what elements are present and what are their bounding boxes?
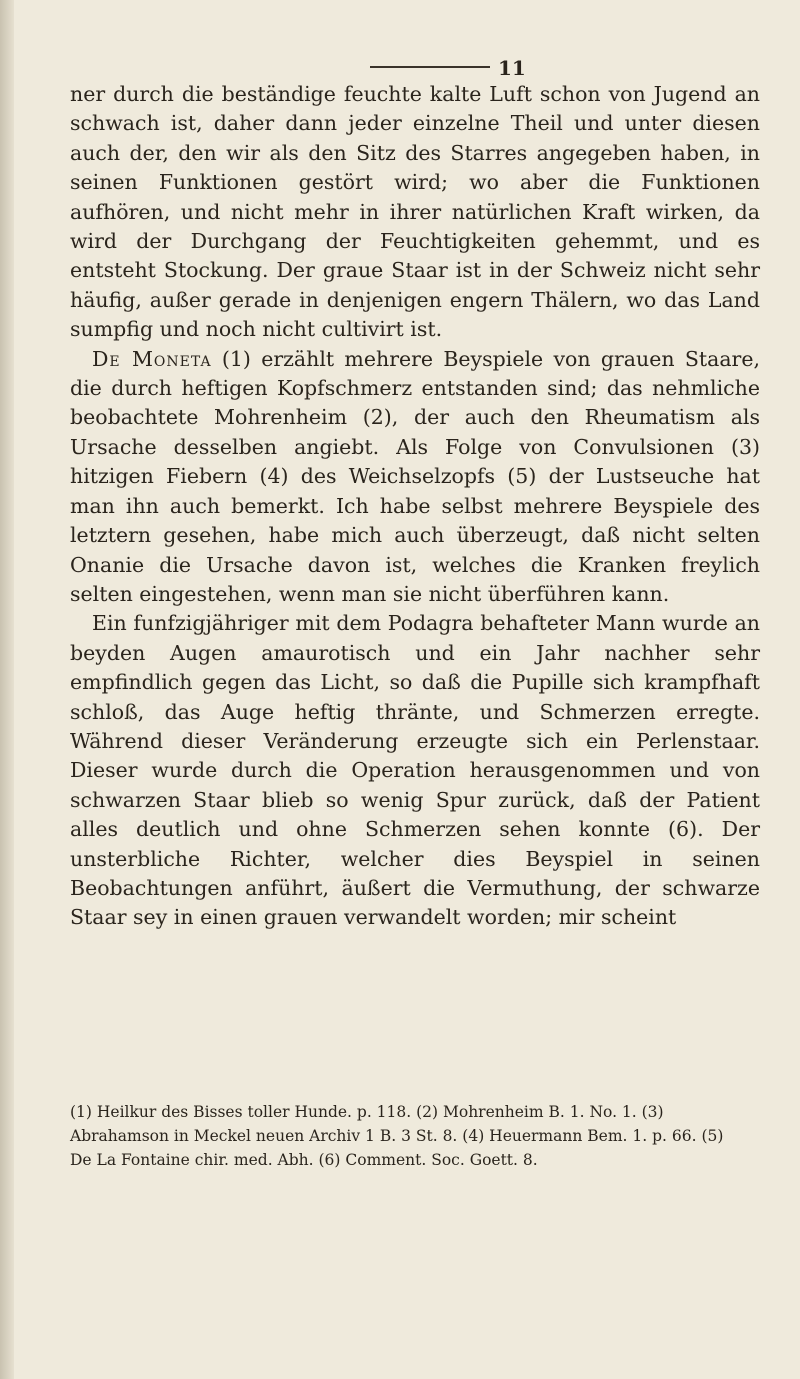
paragraph-1: ner durch die beständige feuchte kalte Luft schon von Jugend an schwach ist, daher dann jeder einzelne Theil und unter diesen auch der, den wir als den Sitz des Starres angegeben haben, in seinen Funktionen gestört wird; wo aber die Funktionen aufhören, und nicht mehr in ihrer natürlichen Kraft wirken, da wird der Durchgang der Feuchtigkeiten gehemmt, und es entsteht Stockung. Der graue Staar ist in der Schweiz nicht sehr häufig, außer gerade in denjenigen engern Thälern, wo das Land sumpfig und noch nicht cultivirt ist. (70, 82, 760, 342)
page-left-edge (0, 0, 14, 1379)
paragraph-3: Ein funfzigjähriger mit dem Podagra behafteter Mann wurde an beyden Augen amaurotisch und ein Jahr nachher sehr empfindlich gegen das Licht, so daß die Pupille sich krampfhaft schloß, das Auge heftig thränte, und Schmerzen erregte. Während dieser Veränderung erzeugte sich ein Perlenstaar. Dieser wurde durch die Operation herausgenommen und von schwarzen Staar blieb so wenig Spur zurück, daß der Patient alles deutlich und ohne Schmerzen sehen konnte (6). Der unsterbliche Richter, welcher dies Beyspiel in seinen Beobachtungen anführt, äußert die Vermuthung, der schwarze Staar sey in einen grauen verwandelt worden; mir scheint (70, 611, 760, 930)
footnote-line-1: (1) Heilkur des Bisses toller Hunde. p. 118. (2) Mohrenheim B. 1. No. 1. (3) Abrahamson in Meckel neuen Archiv 1 B. 3 St. 8. (4) Heuermann Bem. 1. p. 66. (5) (70, 1103, 724, 1145)
paragraph-2-text: (1) erzählt mehrere Beyspiele von grauen Staare, die durch heftigen Kopfschmerz entstanden sind; das nehmliche beobachtete Mohrenheim (2), der auch den Rheumatism als Ursache desselben angiebt. Als Folge von Convulsionen (3) hitzigen Fiebern (4) des Weichselzopfs (5) der Lustseuche hat man ihn auch bemerkt. Ich habe selbst mehrere Beyspiele des letztern gesehen, habe mich auch überzeugt, daß nicht selten Onanie die Ursache davon ist, welches die Kranken freylich selten eingestehen, wenn man sie nicht überführen kann. (70, 346, 760, 606)
body-text (70, 80, 760, 933)
author-name: De Moneta (92, 346, 212, 371)
footnote-line-2: De La Fontaine chir. med. Abh. (6) Comment. Soc. Goett. 8. (70, 1151, 538, 1169)
page-number: 11 (498, 56, 526, 80)
header-rule (370, 66, 490, 68)
paragraph-2 (70, 345, 760, 610)
footnotes (70, 1100, 760, 1172)
